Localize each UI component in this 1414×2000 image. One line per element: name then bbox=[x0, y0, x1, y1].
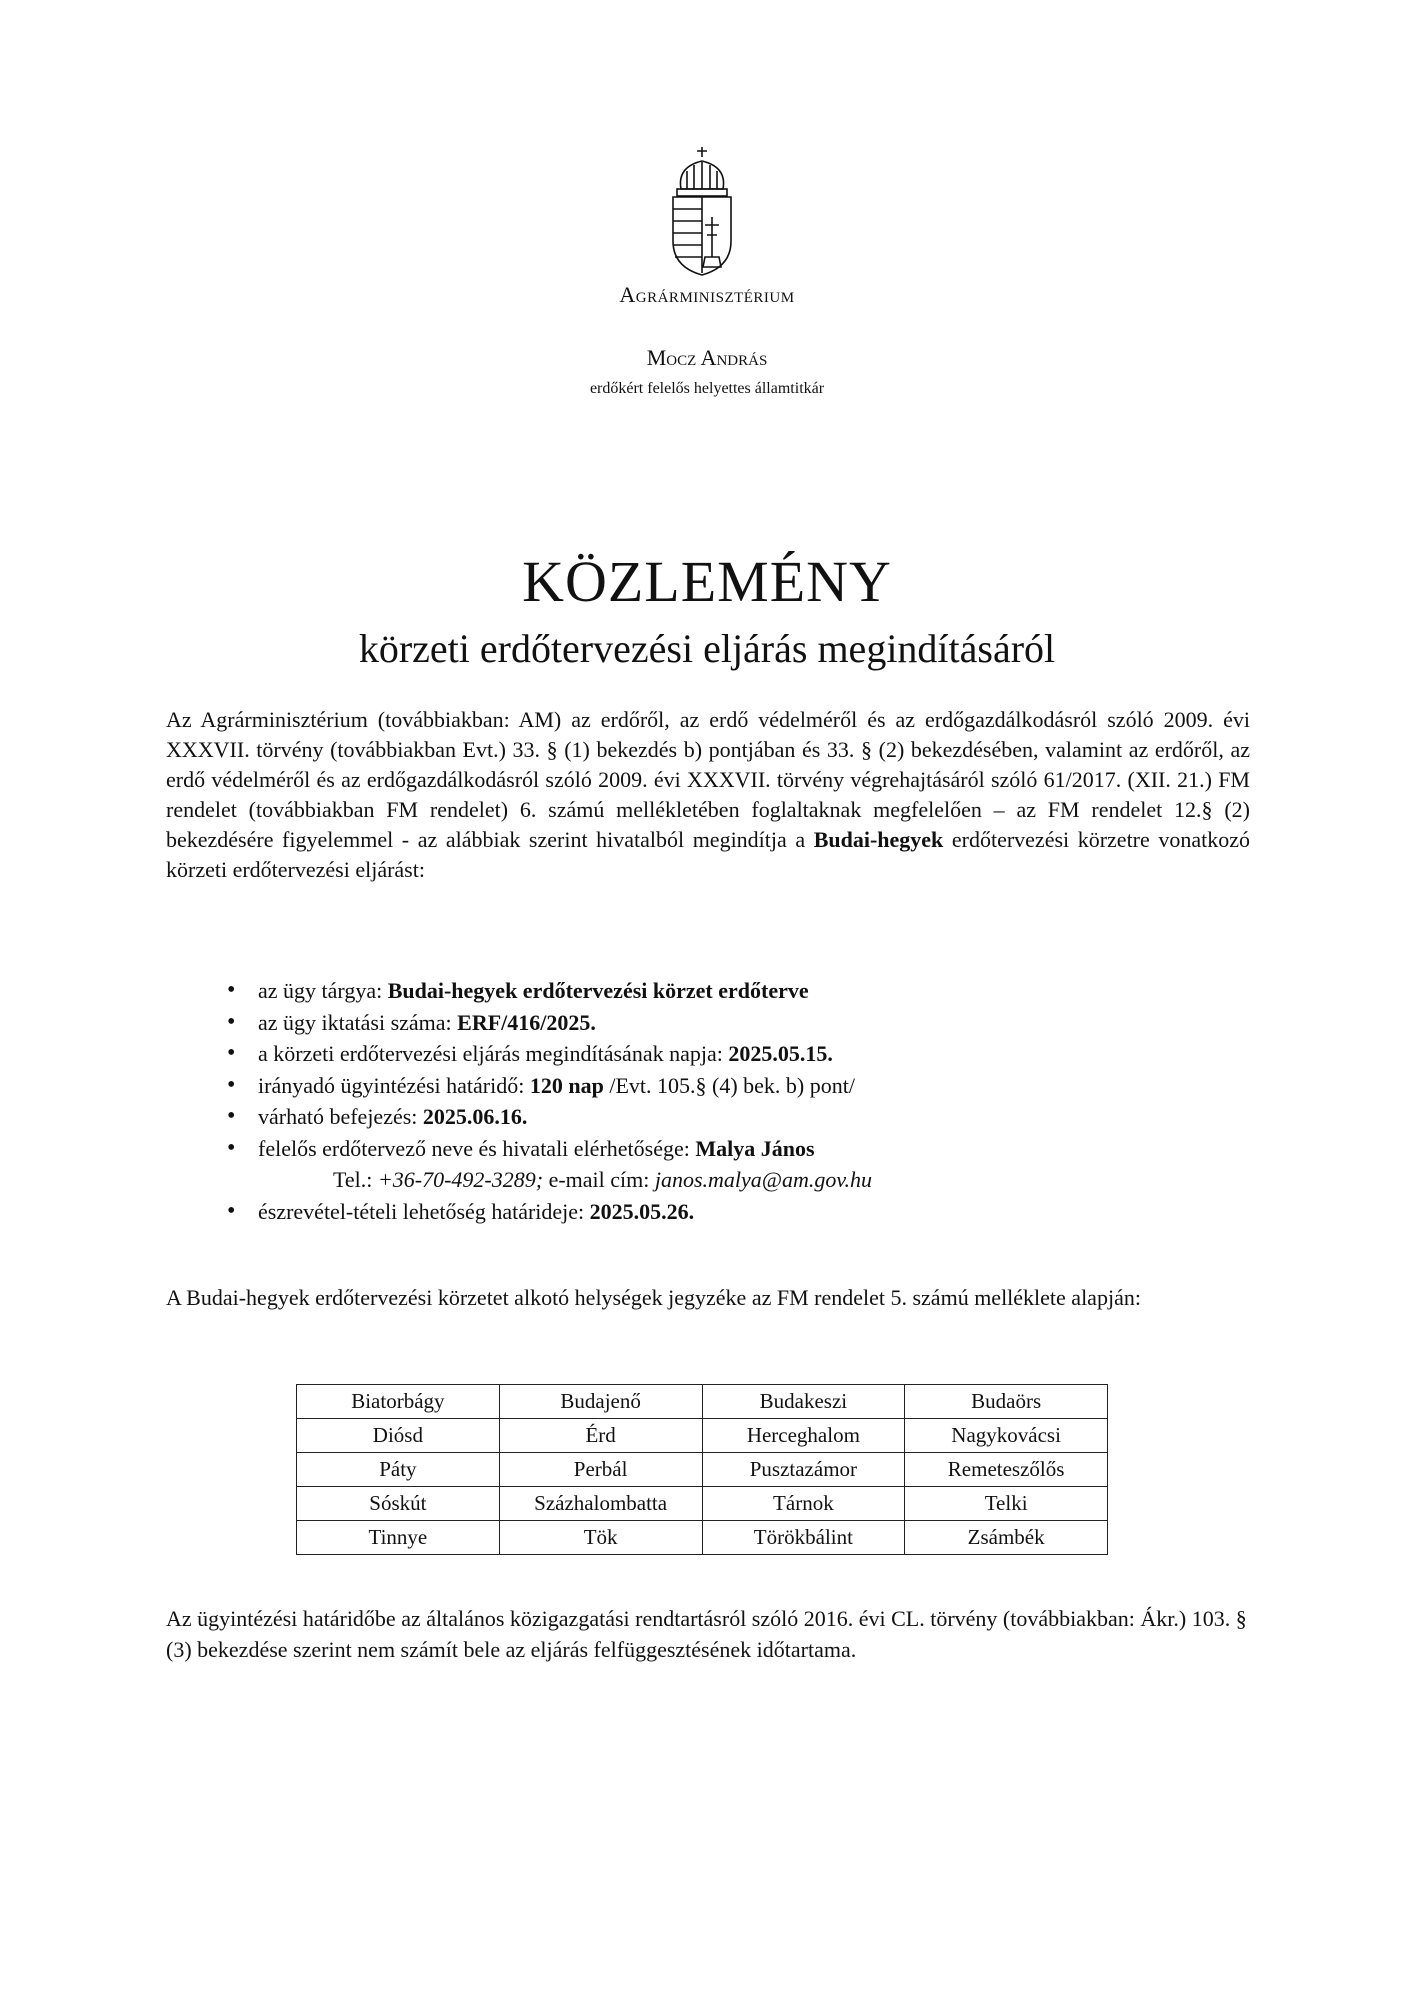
table-row bbox=[297, 1521, 1108, 1555]
document-subtitle: körzeti erdőtervezési eljárás megindításáról bbox=[358, 626, 1056, 671]
table-cell: Érd bbox=[499, 1419, 702, 1453]
table-cell: Remeteszőlős bbox=[905, 1453, 1108, 1487]
intro-tail: erdőtervezési körzetre vonatkozó körzeti erdőtervezési eljárást: bbox=[166, 827, 1250, 882]
official-name: Mocz András bbox=[646, 345, 768, 370]
table-cell: Budaörs bbox=[905, 1385, 1108, 1419]
subject-value: Budai-hegyek erdőtervezési körzet erdőterve bbox=[387, 978, 809, 1003]
table-row bbox=[297, 1453, 1108, 1487]
places-table bbox=[296, 1384, 1108, 1555]
email-address[interactable]: janos.malya@am.gov.hu bbox=[654, 1167, 873, 1192]
planner-name: Malya János bbox=[695, 1135, 815, 1161]
contact-line bbox=[258, 1164, 872, 1196]
table-cell: Herceghalom bbox=[702, 1419, 905, 1453]
case-number-label: az ügy iktatási száma: bbox=[258, 1009, 452, 1035]
table-cell: Nagykovácsi bbox=[905, 1419, 1108, 1453]
table-cell: Törökbálint bbox=[702, 1521, 905, 1555]
table-cell: Budakeszi bbox=[702, 1385, 905, 1419]
list-item bbox=[258, 1007, 872, 1039]
table-cell: Tárnok bbox=[702, 1487, 905, 1521]
phone-number: +36-70-492-3289; bbox=[377, 1167, 544, 1192]
deadline-label: irányadó ügyintézési határidő: bbox=[258, 1072, 525, 1098]
official-title: erdőkért felelős helyettes államtitkár bbox=[589, 380, 825, 397]
table-cell: Páty bbox=[297, 1453, 500, 1487]
table-cell: Diósd bbox=[297, 1419, 500, 1453]
deadline-value: 120 nap bbox=[529, 1072, 604, 1098]
list-item bbox=[258, 1133, 872, 1165]
list-item bbox=[258, 1101, 872, 1133]
closing-paragraph: Az ügyintézési határidőbe az általános közigazgatási rendtartásról szóló 2016. évi CL. törvény (továbbiakban: Ákr.) 103. § (3) bekezdése szerint nem számít bele az eljárás felfüggesztésének időtartama. bbox=[166, 1606, 1247, 1662]
start-date-label: a körzeti erdőtervezési eljárás megindításának napja: bbox=[258, 1041, 723, 1066]
document-title: KÖZLEMÉNY bbox=[522, 549, 892, 614]
coat-of-arms-icon bbox=[667, 145, 737, 277]
table-cell: Tök bbox=[499, 1521, 702, 1555]
comment-deadline-label: észrevétel-tételi lehetőség határideje: bbox=[258, 1198, 585, 1224]
table-row bbox=[297, 1487, 1108, 1521]
subject-label: az ügy tárgya: bbox=[258, 978, 383, 1003]
ministry-name: Agrárminisztérium bbox=[619, 282, 795, 307]
list-item bbox=[258, 1196, 872, 1228]
comment-deadline-value: 2025.05.26. bbox=[589, 1198, 695, 1224]
end-date-label: várható befejezés: bbox=[258, 1104, 418, 1129]
deadline-reference: /Evt. 105.§ (4) bek. b) pont/ bbox=[609, 1072, 855, 1098]
intro-paragraph bbox=[166, 705, 1250, 885]
start-date-value: 2025.05.15. bbox=[728, 1041, 833, 1066]
phone-label: Tel.: bbox=[333, 1167, 373, 1192]
case-number-value: ERF/416/2025. bbox=[457, 1009, 596, 1035]
places-intro: A Budai-hegyek erdőtervezési körzetet alkotó helységek jegyzéke az FM rendelet 5. számú melléklete alapján: bbox=[166, 1285, 1141, 1310]
table-row bbox=[297, 1385, 1108, 1419]
table-row bbox=[297, 1419, 1108, 1453]
list-item bbox=[258, 1070, 872, 1102]
table-cell: Százhalombatta bbox=[499, 1487, 702, 1521]
table-cell: Perbál bbox=[499, 1453, 702, 1487]
list-item bbox=[258, 1038, 872, 1070]
end-date-value: 2025.06.16. bbox=[422, 1104, 528, 1129]
table-cell: Budajenő bbox=[499, 1385, 702, 1419]
email-label: e-mail cím: bbox=[548, 1167, 650, 1192]
planner-label: felelős erdőtervező neve és hivatali elérhetősége: bbox=[258, 1135, 690, 1161]
table-cell: Sóskút bbox=[297, 1487, 500, 1521]
table-cell: Zsámbék bbox=[905, 1521, 1108, 1555]
table-cell: Telki bbox=[905, 1487, 1108, 1521]
table-cell: Tinnye bbox=[297, 1521, 500, 1555]
district-name: Budai-hegyek bbox=[813, 827, 944, 852]
table-cell: Pusztazámor bbox=[702, 1453, 905, 1487]
intro-text: Az Agrárminisztérium (továbbiakban: AM) az erdőről, az erdő védelméről és az erdőgazdálkodásról szóló 2009. évi XXXVII. törvény (továbbiakban Evt.) 33. § (1) bekezdés b) pontjában és 33. § (2) bekezdésében, valamint az erdőről, az erdő védelméről és az erdőgazdálkodásról szóló 2009. évi XXXVII. törvény végrehajtásáról szóló 61/2017. (XII. 21.) FM rendelet (továbbiakban FM rendelet) 6. számú mellékletében foglaltaknak megfelelően – az FM rendelet 12.§ (2) bekezdésére figyelemmel - az alábbiak szerint hivatalból megindítja a bbox=[166, 707, 1250, 852]
table-cell: Biatorbágy bbox=[297, 1385, 500, 1419]
list-item bbox=[258, 975, 872, 1007]
case-details-list bbox=[258, 975, 872, 1227]
